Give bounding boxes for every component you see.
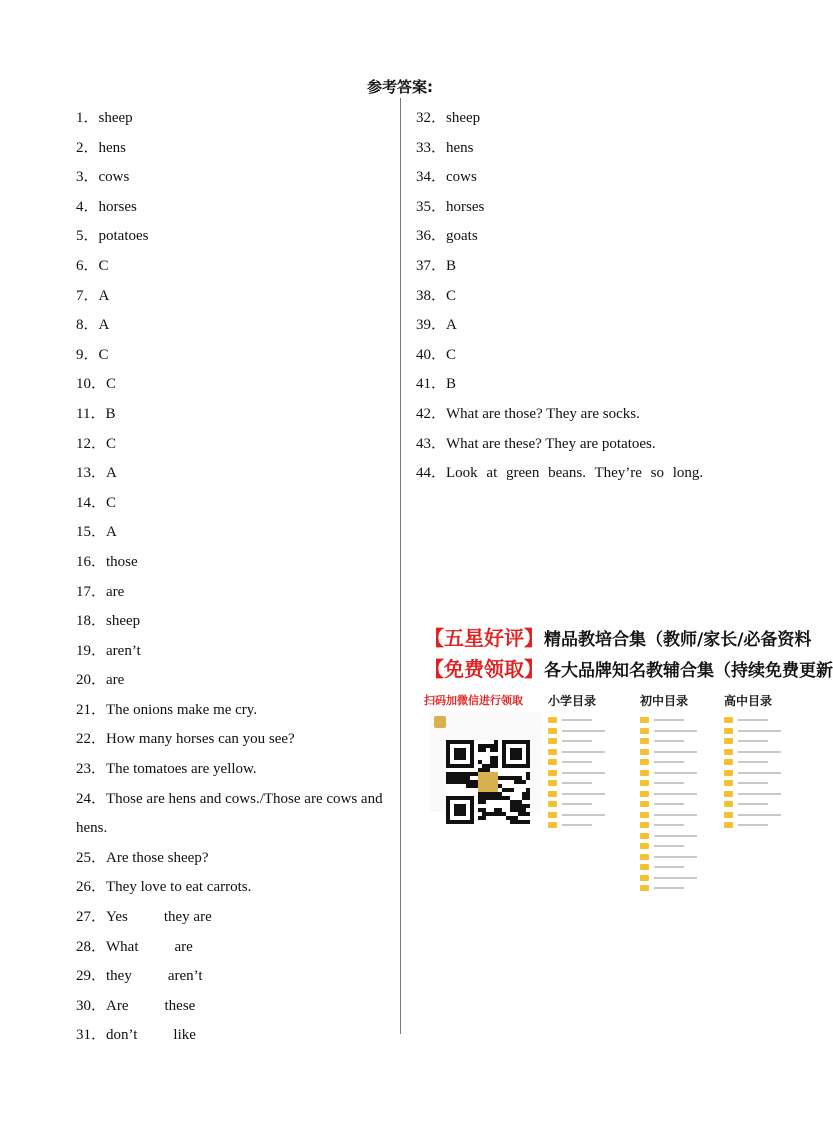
answer-text: goats xyxy=(446,228,478,245)
answer-number: 33． xyxy=(416,139,447,156)
folder-icon xyxy=(548,738,557,744)
answer-row xyxy=(76,992,394,1022)
answer-number: 44． xyxy=(416,465,447,482)
folder-list-item xyxy=(548,736,605,747)
folder-list-item xyxy=(724,799,781,810)
answer-text: The onions make me cry. xyxy=(106,701,258,718)
answer-text: those xyxy=(106,553,138,570)
folder-icon xyxy=(640,833,649,839)
answer-text: Look at green beans. They’re so long. xyxy=(446,465,704,482)
folder-label-placeholder xyxy=(654,740,684,742)
folder-label-placeholder xyxy=(738,824,768,826)
answer-text: C xyxy=(446,287,457,304)
answer-row xyxy=(416,459,800,489)
answer-number: 3． xyxy=(76,169,99,186)
answer-blank-2: these xyxy=(164,997,196,1014)
answer-text: Are those sheep? xyxy=(106,849,209,866)
directory-primary-list xyxy=(548,715,605,831)
answer-number: 32． xyxy=(416,110,447,126)
answer-row xyxy=(76,666,394,696)
answer-row xyxy=(76,222,394,252)
folder-label-placeholder xyxy=(562,814,605,816)
answer-row xyxy=(76,578,394,608)
answer-text: cows xyxy=(98,169,130,186)
answer-row xyxy=(76,193,394,223)
folder-icon xyxy=(724,728,733,734)
directory-high-list xyxy=(724,715,781,831)
answer-text: A xyxy=(98,317,110,334)
folder-list-item xyxy=(724,736,781,747)
folder-icon xyxy=(640,759,649,765)
answer-number: 31． xyxy=(76,1027,107,1044)
folder-icon xyxy=(640,728,649,734)
folder-list-item xyxy=(724,757,781,768)
answer-row xyxy=(76,400,394,430)
answer-number: 17． xyxy=(76,583,107,600)
answer-row xyxy=(76,785,394,844)
answer-row xyxy=(76,696,394,726)
answer-row xyxy=(76,341,394,371)
folder-icon xyxy=(640,770,649,776)
folder-label-placeholder xyxy=(654,730,697,732)
folder-list-item xyxy=(548,768,605,779)
folder-icon xyxy=(640,822,649,828)
answer-text: aren’t xyxy=(106,642,141,659)
promo-body xyxy=(424,690,800,830)
folder-label-placeholder xyxy=(654,719,684,721)
folder-icon xyxy=(548,801,557,807)
promo-bracket-2: 【免费领取】 xyxy=(424,657,544,681)
folder-icon xyxy=(724,749,733,755)
folder-list-item xyxy=(548,820,605,831)
answer-blank-2: are xyxy=(174,938,193,955)
directory-middle-title: 初中目录 xyxy=(640,694,689,708)
answer-text: A xyxy=(106,524,117,541)
folder-icon xyxy=(640,801,649,807)
folder-list-item xyxy=(640,810,697,821)
promo-text-2: 各大品牌知名教辅合集（持续免费更新 xyxy=(544,661,833,681)
folder-label-placeholder xyxy=(654,761,684,763)
qr-card xyxy=(430,712,542,812)
folder-icon xyxy=(640,812,649,818)
answer-text: What are these? They are potatoes. xyxy=(446,435,656,452)
folder-icon xyxy=(548,822,557,828)
folder-label-placeholder xyxy=(562,730,605,732)
folder-list-item xyxy=(640,831,697,842)
answer-blank-2: like xyxy=(173,1027,196,1044)
folder-list-item xyxy=(640,726,697,737)
answer-blank-1: What xyxy=(106,938,139,955)
answer-number: 27． xyxy=(76,909,107,926)
answer-text: How many horses can you see? xyxy=(106,731,295,748)
answer-number: 43． xyxy=(416,435,447,452)
answer-row xyxy=(76,755,394,785)
folder-list-item xyxy=(548,715,605,726)
folder-label-placeholder xyxy=(562,740,592,742)
folder-icon xyxy=(724,801,733,807)
folder-list-item xyxy=(548,757,605,768)
directory-middle xyxy=(640,692,697,894)
answer-row xyxy=(416,370,800,400)
answer-number: 13． xyxy=(76,465,107,482)
answer-row xyxy=(76,607,394,637)
directory-primary-title: 小学目录 xyxy=(548,694,597,708)
folder-icon xyxy=(640,843,649,849)
answer-number: 14． xyxy=(76,494,107,511)
folder-list-item xyxy=(640,736,697,747)
answers-left-column xyxy=(76,104,394,1051)
answer-number: 42． xyxy=(416,405,447,422)
folder-list-item xyxy=(640,883,697,894)
folder-list-item xyxy=(640,757,697,768)
answer-row xyxy=(76,518,394,548)
folder-label-placeholder xyxy=(738,761,768,763)
answer-number: 34． xyxy=(416,169,447,186)
answer-number: 24． xyxy=(76,790,107,807)
folder-list-item xyxy=(724,789,781,800)
answer-row xyxy=(76,962,394,992)
folder-label-placeholder xyxy=(654,856,697,858)
folder-label-placeholder xyxy=(738,814,781,816)
answer-number: 1． xyxy=(76,110,99,126)
folder-icon xyxy=(548,780,557,786)
folder-list-item xyxy=(548,789,605,800)
directory-middle-list xyxy=(640,715,697,894)
folder-label-placeholder xyxy=(562,824,592,826)
folder-label-placeholder xyxy=(738,751,781,753)
answer-blank-1: Yes xyxy=(106,909,128,926)
folder-icon xyxy=(548,812,557,818)
folder-list-item xyxy=(724,768,781,779)
answer-number: 5． xyxy=(76,228,99,245)
answer-text: are xyxy=(106,672,125,689)
qr-title: 扫码加微信进行领取 xyxy=(424,694,523,707)
folder-list-item xyxy=(548,778,605,789)
answer-number: 4． xyxy=(76,198,99,215)
answer-text: hens xyxy=(446,139,474,156)
folder-list-item xyxy=(724,820,781,831)
promo-banner xyxy=(424,624,833,824)
answer-row xyxy=(76,844,394,874)
answer-number: 18． xyxy=(76,613,107,630)
folder-list-item xyxy=(640,747,697,758)
answer-row xyxy=(76,134,394,164)
answers-right-column xyxy=(416,104,800,489)
folder-list-item xyxy=(548,810,605,821)
answer-row xyxy=(76,311,394,341)
folder-label-placeholder xyxy=(654,751,697,753)
answer-text: B xyxy=(446,376,457,393)
folder-icon xyxy=(640,738,649,744)
answer-number: 21． xyxy=(76,701,107,718)
folder-label-placeholder xyxy=(654,824,684,826)
folder-label-placeholder xyxy=(654,782,684,784)
answer-row xyxy=(416,430,800,460)
folder-icon xyxy=(548,791,557,797)
answer-row xyxy=(76,163,394,193)
folder-list-item xyxy=(640,789,697,800)
folder-icon xyxy=(548,759,557,765)
folder-label-placeholder xyxy=(562,772,605,774)
folder-label-placeholder xyxy=(738,782,768,784)
answer-number: 9． xyxy=(76,346,99,363)
folder-list-item xyxy=(724,778,781,789)
answer-row xyxy=(76,252,394,282)
answer-text: C xyxy=(106,435,117,452)
answer-row xyxy=(76,933,394,963)
answer-text: are xyxy=(106,583,125,600)
folder-label-placeholder xyxy=(562,719,592,721)
folder-icon xyxy=(724,759,733,765)
folder-list-item xyxy=(640,820,697,831)
answer-text: B xyxy=(446,257,457,274)
answer-number: 2． xyxy=(76,139,99,156)
folder-icon xyxy=(640,749,649,755)
answer-blank-1: don’t xyxy=(106,1027,138,1044)
folder-icon xyxy=(548,770,557,776)
folder-label-placeholder xyxy=(738,730,781,732)
answer-row xyxy=(76,430,394,460)
qr-panel xyxy=(424,692,546,814)
answer-number: 16． xyxy=(76,553,107,570)
answer-number: 41． xyxy=(416,376,447,393)
folder-list-item xyxy=(640,852,697,863)
folder-icon xyxy=(640,717,649,723)
answer-number: 37． xyxy=(416,257,447,274)
folder-label-placeholder xyxy=(654,772,697,774)
folder-icon xyxy=(724,822,733,828)
folder-label-placeholder xyxy=(562,793,605,795)
answer-row xyxy=(416,222,800,252)
folder-label-placeholder xyxy=(654,877,697,879)
folder-list-item xyxy=(640,862,697,873)
answer-text: C xyxy=(98,346,109,363)
answer-blank-2: they are xyxy=(163,909,212,926)
answer-row xyxy=(416,193,800,223)
answer-row xyxy=(76,459,394,489)
answer-text: C xyxy=(106,376,117,393)
answer-text: sheep xyxy=(98,110,133,126)
folder-list-item xyxy=(640,768,697,779)
folder-icon xyxy=(640,864,649,870)
directory-primary xyxy=(548,692,605,831)
folder-list-item xyxy=(724,715,781,726)
folder-icon xyxy=(548,728,557,734)
answer-blank-2: aren’t xyxy=(167,968,203,985)
answer-number: 11． xyxy=(76,405,106,422)
folder-icon xyxy=(640,791,649,797)
folder-icon xyxy=(724,791,733,797)
answer-row xyxy=(76,725,394,755)
folder-list-item xyxy=(548,726,605,737)
answer-number: 12． xyxy=(76,435,107,452)
folder-label-placeholder xyxy=(654,835,697,837)
answer-text: C xyxy=(98,257,109,274)
folder-icon xyxy=(640,780,649,786)
answer-blank-1: they xyxy=(106,968,132,985)
answer-text: horses xyxy=(446,198,485,215)
promo-text-1: 精品教培合集（教师/家长/必备资料 xyxy=(544,630,812,650)
answer-blank-1: Are xyxy=(106,997,129,1014)
folder-label-placeholder xyxy=(654,866,684,868)
folder-label-placeholder xyxy=(654,814,697,816)
answer-row xyxy=(416,134,800,164)
folder-label-placeholder xyxy=(562,803,592,805)
directory-high-title: 高中目录 xyxy=(724,694,773,708)
page-title: 参考答案: xyxy=(367,78,433,96)
folder-label-placeholder xyxy=(654,793,697,795)
folder-icon xyxy=(724,812,733,818)
answer-row xyxy=(416,282,800,312)
answer-text: The tomatoes are yellow. xyxy=(106,761,257,778)
answer-number: 36． xyxy=(416,228,447,245)
folder-label-placeholder xyxy=(738,772,781,774)
answer-text: A xyxy=(98,287,110,304)
answer-row xyxy=(76,637,394,667)
folder-list-item xyxy=(724,810,781,821)
answer-row xyxy=(76,282,394,312)
answer-row xyxy=(416,104,800,134)
answer-text: B xyxy=(105,405,116,422)
answer-text: horses xyxy=(98,198,137,215)
answer-text: sheep xyxy=(106,613,141,630)
folder-label-placeholder xyxy=(654,887,684,889)
answer-number: 8． xyxy=(76,317,99,334)
folder-list-item xyxy=(548,747,605,758)
answer-number: 40． xyxy=(416,346,447,363)
folder-icon xyxy=(640,875,649,881)
answer-number: 7． xyxy=(76,287,99,304)
answer-number: 35． xyxy=(416,198,447,215)
answer-row xyxy=(416,311,800,341)
answer-row xyxy=(76,370,394,400)
answer-text: C xyxy=(106,494,117,511)
answer-row xyxy=(416,341,800,371)
answer-number: 28． xyxy=(76,938,107,955)
folder-icon xyxy=(724,717,733,723)
folder-label-placeholder xyxy=(654,803,684,805)
folder-icon xyxy=(548,717,557,723)
folder-list-item xyxy=(724,747,781,758)
answer-number: 38． xyxy=(416,287,447,304)
answer-row xyxy=(416,252,800,282)
answer-number: 15． xyxy=(76,524,107,541)
qr-code-icon[interactable] xyxy=(446,740,530,824)
promo-bracket-1: 【五星好评】 xyxy=(424,626,544,650)
folder-icon xyxy=(724,780,733,786)
answer-number: 30． xyxy=(76,997,107,1014)
avatar xyxy=(434,716,446,728)
answer-number: 26． xyxy=(76,879,107,896)
answer-row xyxy=(76,104,394,134)
answer-row xyxy=(76,873,394,903)
answer-text: A xyxy=(106,465,117,482)
answer-text: potatoes xyxy=(98,228,149,245)
answer-text: sheep xyxy=(446,110,481,126)
answer-number: 20． xyxy=(76,672,107,689)
folder-list-item xyxy=(640,873,697,884)
folder-icon xyxy=(724,738,733,744)
folder-label-placeholder xyxy=(738,740,768,742)
answer-number: 22． xyxy=(76,731,107,748)
answer-number: 6． xyxy=(76,257,99,274)
answer-number: 23． xyxy=(76,761,107,778)
folder-label-placeholder xyxy=(562,782,592,784)
folder-list-item xyxy=(640,715,697,726)
answer-text: A xyxy=(446,317,457,334)
answer-row xyxy=(76,1021,394,1051)
folder-label-placeholder xyxy=(738,793,781,795)
column-divider xyxy=(400,98,401,1034)
folder-icon xyxy=(724,770,733,776)
folder-list-item xyxy=(724,726,781,737)
answer-text: hens xyxy=(98,139,127,156)
answer-text: They love to eat carrots. xyxy=(106,879,252,896)
answer-number: 10． xyxy=(76,376,107,393)
promo-line-2 xyxy=(424,655,833,686)
folder-list-item xyxy=(548,799,605,810)
folder-label-placeholder xyxy=(562,761,592,763)
answer-row xyxy=(416,400,800,430)
folder-icon xyxy=(640,885,649,891)
answer-text: cows xyxy=(446,169,477,186)
answer-row xyxy=(76,903,394,933)
folder-label-placeholder xyxy=(738,719,768,721)
answer-number: 19． xyxy=(76,642,107,659)
folder-label-placeholder xyxy=(738,803,768,805)
folder-icon xyxy=(640,854,649,860)
directory-high xyxy=(724,692,781,831)
folder-label-placeholder xyxy=(654,845,684,847)
folder-list-item xyxy=(640,799,697,810)
folder-list-item xyxy=(640,841,697,852)
answer-number: 39． xyxy=(416,317,447,334)
answer-row xyxy=(416,163,800,193)
folder-icon xyxy=(548,749,557,755)
answer-row xyxy=(76,548,394,578)
answer-text: C xyxy=(446,346,457,363)
answer-text: Those are hens and cows./Those are cows and hens. xyxy=(76,790,383,837)
folder-label-placeholder xyxy=(562,751,605,753)
answer-number: 29． xyxy=(76,968,107,985)
promo-line-1 xyxy=(424,624,812,655)
answer-number: 25． xyxy=(76,849,107,866)
folder-list-item xyxy=(640,778,697,789)
answer-text: What are those? They are socks. xyxy=(446,405,640,422)
answer-row xyxy=(76,489,394,519)
